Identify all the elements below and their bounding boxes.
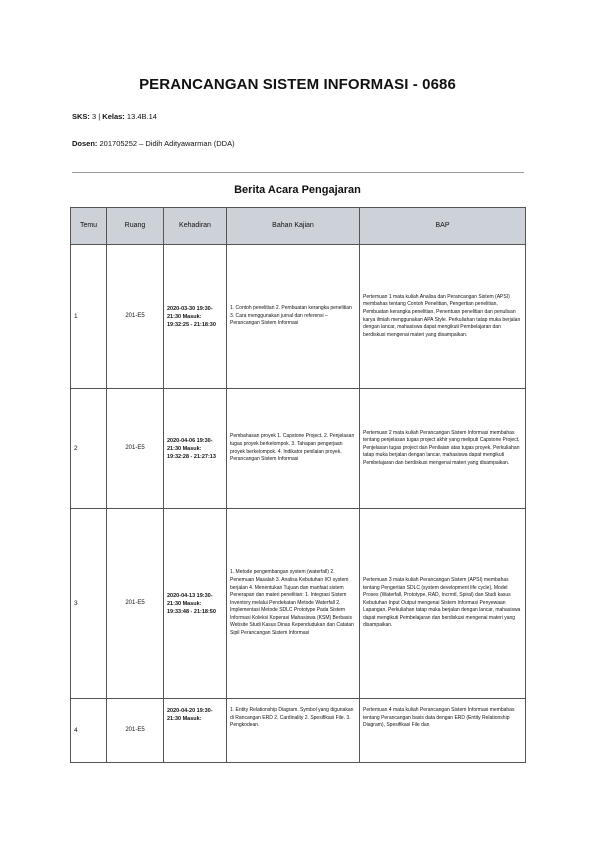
cell-ruang: 201-E5: [107, 509, 164, 699]
cell-ruang: 201-E5: [107, 389, 164, 509]
cell-temu: 2: [71, 389, 107, 509]
cell-bahan-kajian: 1. Entity Relationship Diagram. Symbol yang digunakan di Rancangan ERD 2. Cardinality 2. Spesifikasi File. 3. Pengkodean.: [227, 699, 360, 763]
header-bahan-kajian: Bahan Kajian: [227, 208, 360, 245]
dosen-label: Dosen:: [72, 139, 98, 148]
cell-bap: Pertemuan 1 mata kuliah Analisa dan Perancangan Sistem (APSI) membahas tentang Contoh Penelitian, Pengertian penelitian, Pembuatan kerangka penelitian, Penentuan penelitian dan penulisan karya ilmiah menggunakan APA Style. Perkuliahan tatap muka berjalan dengan lancar, mahasiswa dapat mengikuti Pembelajaran dan berdiskusi mengenai materi yang disampaikan.: [360, 245, 526, 389]
cell-bahan-kajian: 1. Metode pengembangan system (waterfall) 2. Penemuan Masalah 3. Analisa Kebutuhan I/O system berjalan 4. Menentukan Tujuan dan manfaat sistem Penerapan dan materi penelitian: 1. Integrasi Sistem Inventory melalui Pendekatan Metode Waterfall 2. Implementasi Metode SDLC Prototype Pada Sistem Informasi Koleksi Koperasi Mahasiswa (KSM) Berbasis Website Studi Kasus Dinas Kependudukan dan Catatan Sipil Perancangan Sistem Informasi: [227, 509, 360, 699]
header-kehadiran: Kehadiran: [164, 208, 227, 245]
table-header-row: [71, 208, 526, 245]
course-meta-sks-kelas: [72, 112, 157, 121]
divider-rule: [72, 172, 524, 173]
cell-temu: 1: [71, 245, 107, 389]
section-title: Berita Acara Pengajaran: [234, 184, 361, 196]
header-temu: Temu: [71, 208, 107, 245]
kelas-label: Kelas:: [102, 112, 125, 121]
cell-ruang: 201-E5: [107, 245, 164, 389]
cell-kehadiran: 2020-04-13 19:30-21:30 Masuk: 19:33:48 - 21:18:50: [164, 509, 227, 699]
course-meta-dosen: [72, 139, 235, 148]
cell-bahan-kajian: 1. Contoh penelitian 2. Pembuatan kerangka penelitian 3. Cara menggunakan jurnal dan referensi – Perancangan Sistem Informasi: [227, 245, 360, 389]
table-row: [71, 245, 526, 389]
cell-ruang: 201-E5: [107, 699, 164, 763]
cell-kehadiran: 2020-04-06 19:30-21:30 Masuk: 19:32:28 - 21:27:13: [164, 389, 227, 509]
teaching-report-table: [70, 207, 526, 763]
cell-bap: Pertemuan 2 mata kuliah Perancangan Sistem Informasi membahas tentang penjelasan tugas project akhir yang meliputi Capstone Project, Penjelasan tugas project dan Penilaian atas tugas proyek. Perkuliahan tatap muka berjalan dengan lancar, mahasiswa dapat mengikuti Pembelajaran dan berdiskusi mengenai materi yang disampaikan.: [360, 389, 526, 509]
sks-label: SKS:: [72, 112, 90, 121]
header-bap: BAP: [360, 208, 526, 245]
kelas-value: 13.4B.14: [124, 112, 157, 121]
cell-temu: 3: [71, 509, 107, 699]
course-title: PERANCANGAN SISTEM INFORMASI - 0686: [139, 76, 456, 93]
dosen-value: 201705252 – Didih Adityawarman (DDA): [97, 139, 235, 148]
table-row: [71, 389, 526, 509]
cell-bap: Pertemuan 4 mata kuliah Perancangan Sistem Informasi membahas tentang Perancangan basis data dengan ERD (Entity Relationship Diagram), Spesifikasi File dan: [360, 699, 526, 763]
table-row: [71, 699, 526, 763]
header-ruang: Ruang: [107, 208, 164, 245]
cell-temu: 4: [71, 699, 107, 763]
cell-bap: Pertemuan 3 mata kuliah Perancangan Sistem (APSI) membahas tentang Pengertian SDLC (system development life cycle), Model Proses (Waterfall, Prototype, RAD, Incrmtl, Spiral) dan Studi kasus Kebutuhan Input Output mengenai Sistem Informasi Penyewaan Lapangan. Perkuliahan tatap muka berjalan dengan lancar, mahasiswa dapat mengikuti Pembelajaran dan berdiskusi mengenai materi yang disampaikan.: [360, 509, 526, 699]
table-row: [71, 509, 526, 699]
cell-kehadiran: 2020-04-20 19:30-21:30 Masuk:: [164, 699, 227, 763]
sks-value: 3 |: [89, 112, 103, 121]
cell-kehadiran: 2020-03-30 19:30-21:30 Masuk: 19:32:25 - 21:18:30: [164, 245, 227, 389]
cell-bahan-kajian: Pembahasan proyek 1. Capstone Project. 2. Penjelasan tugas proyek berkelompok. 3. Tahapan pengerjaan proyek berkelompok. 4. Indikator penilaian proyek. Perancangan Sistem Informasi: [227, 389, 360, 509]
